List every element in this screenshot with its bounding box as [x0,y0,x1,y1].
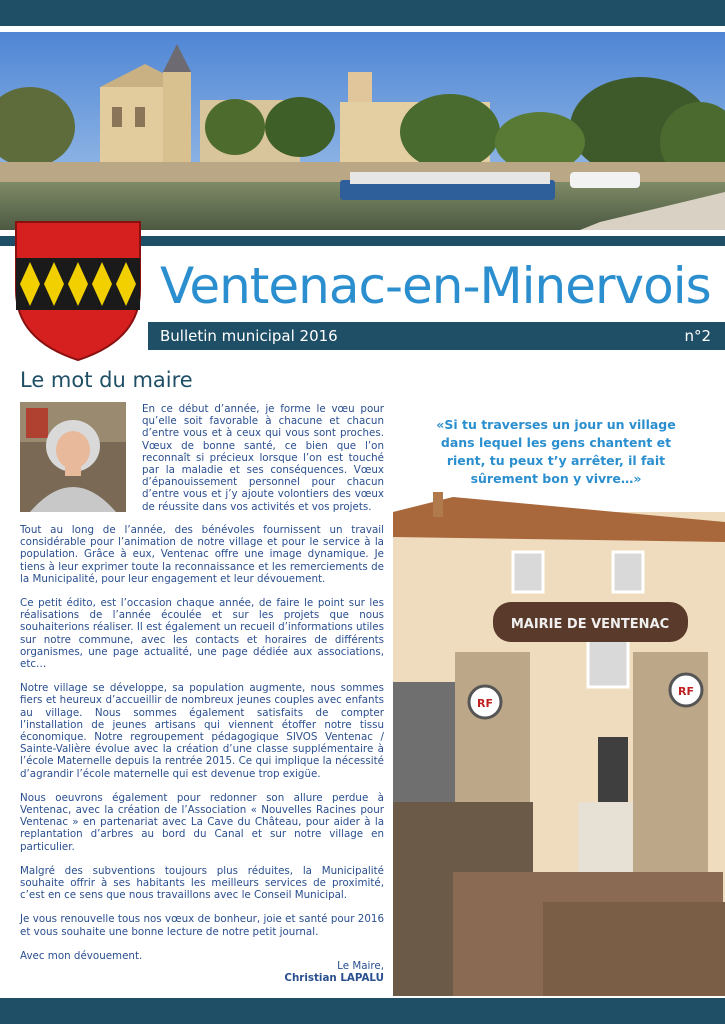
town-hall-photo [393,402,725,996]
quote: «Si tu traverses un jour un village dans lequel les gens chantent et rient, tu peux t’y arrêter, il fait sûrement bon y vivre…» [436,417,676,486]
subtitle-bar [148,322,725,350]
mairie-sign-text: MAIRIE DE VENTENAC [510,617,670,632]
paragraph: Nous oeuvrons également pour redonner son allure perdue à Ventenac, avec la création de l’Association « Nouvelles Racines pour Ventenac » en partenariat avec La Cave du Château, pour aider à la replantation d’arbres au bord du Canal et sur notre village en particulier. [20,791,384,853]
paragraph: Je vous renouvelle tous nos vœux de bonheur, joie et santé pour 2016 et vous souhaite une bonne lecture de notre petit journal. [20,913,384,938]
intro-paragraph: En ce début d’année, je forme le vœu pour qu’elle soit favorable à chacune et chacun d’entre vous et à ceux qui vous sont proches. Vœux de bonne santé, ce bien que l’on reconnaît si précieux lorsque l’on est touché par la maladie et ses conséquences. Vœux d’épanouissement personnel pour chacun d’entre vous et j’y ajoute volontiers des vœux de réussite dans vos activités et vos projets. [142,403,384,513]
mayor-portrait [20,402,126,512]
bottom-band [0,998,725,1024]
page-title: Ventenac-en-Minervois [160,257,711,315]
village-canal-photo [0,32,725,230]
signature-name: Christian LAPALU [284,972,384,985]
editorial-body [20,524,384,974]
signature [284,960,384,984]
coat-of-arms [12,220,144,362]
signature-role: Le Maire, [337,960,384,972]
section-title: Le mot du maire [20,368,193,392]
paragraph: Notre village se développe, sa population augmente, nous sommes fiers et heureux d’accueillir de nombreux jeunes couples avec enfants au village. Nous sommes également satisfaits de compter l’installation de jeunes artisans qui viennent étoffer notre tissu économique. Notre regroupement pédagogique SIVOS Ventenac / Sainte-Valière évolue avec la création d’une classe supplémentaire à l’école Maternelle depuis la rentrée 2015. Ce qui implique la nécessité d’agrandir l’école maternelle qui est devenue trop exigüe. [20,682,384,780]
issue-number: n°2 [684,327,711,345]
paragraph: Tout au long de l’année, des bénévoles fournissent un travail considérable pour l’animation de notre village et pour le service à la population. Grâce à eux, Ventenac offre une image dynamique. Je tiens à leur exprimer toute la reconnaissance et les remerciements de la Municipalité, pour leur engagement et leur dévouement. [20,524,384,585]
paragraph: Avec mon dévouement. [20,949,143,962]
republic-badge-left: RF [477,697,493,710]
republic-badge-right: RF [678,685,694,698]
paragraph: Malgré des subventions toujours plus réduites, la Municipalité souhaite offrir à ses habitants les meilleurs services de proximité, c’est en ce sens que nous travaillons avec le Conseil Municipal. [20,864,384,902]
bulletin-label: Bulletin municipal 2016 [160,327,338,345]
top-band [0,0,725,26]
paragraph: Ce petit édito, est l’occasion chaque année, de faire le point sur les réalisations de l’année écoulée et sur les projets que nous souhaiterions réaliser. Il est également un recueil d’informations utiles sur notre commune, avec les contacts et horaires de différents organismes, une page actualité, une page dédiée aux associations, etc… [20,597,384,671]
